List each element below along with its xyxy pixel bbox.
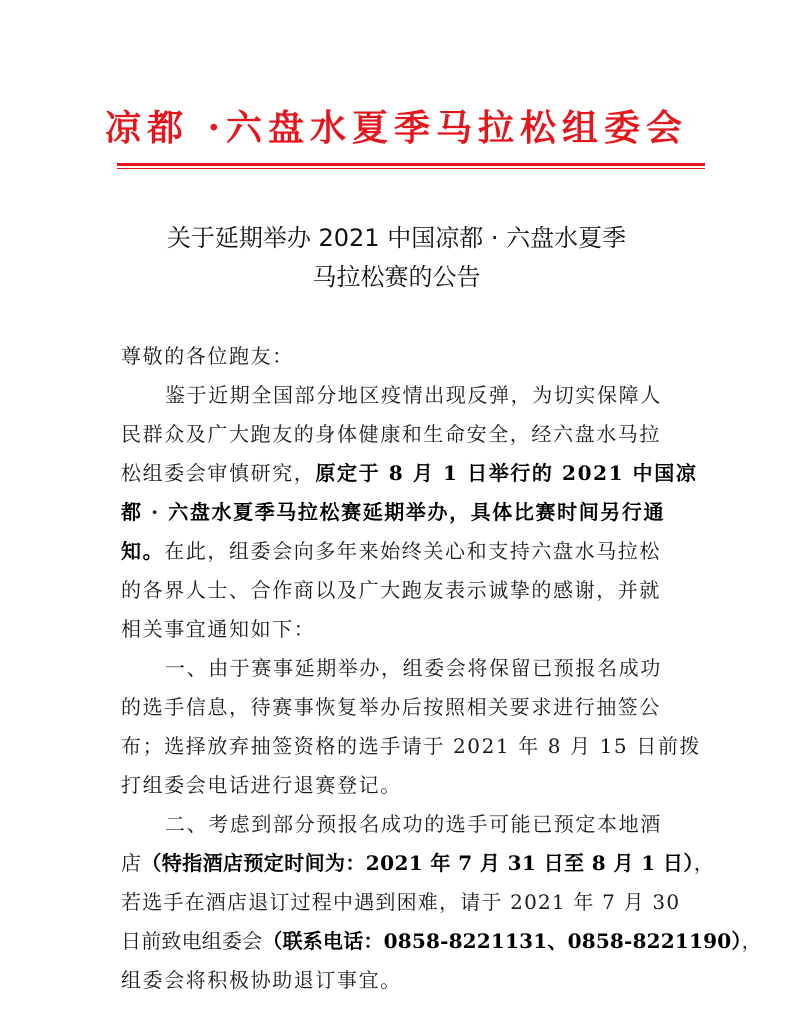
paragraph-3-line: 组委会将积极协助退订事宜。 (121, 968, 402, 992)
paragraph-3-line (121, 844, 715, 883)
paragraph-1-line: 的各界人士、合作商以及广大跑友表示诚挚的感谢，并就 (121, 578, 661, 602)
paragraph-1-text: 在此，组委会向多年来始终关心和支持六盘水马拉松 (164, 539, 662, 563)
letterhead-divider-thin (117, 168, 705, 169)
letterhead-divider-thick (117, 163, 705, 166)
document-title-line-1: 关于延期举办 2021 中国凉都 · 六盘水夏季 (166, 224, 627, 252)
document-body (121, 337, 762, 1000)
paragraph-3-text: ， (741, 929, 762, 953)
paragraph-1-bold-line: 都 · 六盘水夏季马拉松赛延期举办，具体比赛时间另行通 (121, 500, 666, 524)
document-title-line-2: 马拉松赛的公告 (312, 263, 481, 291)
paragraph-1-bold-text: 知。 (121, 539, 165, 563)
paragraph-3-text: 日前致电组委会 (121, 929, 263, 953)
paragraph-1-bold-text: 原定于 8 月 1 日举行的 2021 中国凉 (315, 461, 698, 485)
salutation: 尊敬的各位跑友： (121, 344, 294, 368)
paragraph-1-line (121, 454, 698, 493)
paragraph-1-line (121, 532, 691, 571)
paragraph-3-line: 二、考虑到部分预报名成功的选手可能已预定本地酒 (165, 812, 662, 836)
paragraph-3-bold-text: （联系电话：0858-8221131、0858-8221190） (262, 929, 742, 953)
paragraph-3 (121, 805, 762, 1000)
paragraph-3-bold-text: （特指酒店预定时间为：2021 年 7 月 31 日至 8 月 1 日） (141, 851, 694, 875)
paragraph-2-line: 布；选择放弃抽签资格的选手请于 2021 年 8 月 15 日前拨 (121, 734, 702, 758)
paragraph-1-text: 松组委会审慎研究， (121, 461, 316, 485)
paragraph-2-line: 打组委会电话进行退赛登记。 (121, 773, 402, 797)
paragraph-3-line: 若选手在酒店退订过程中遇到困难，请于 2021 年 7 月 30 (121, 890, 681, 914)
paragraph-2-line: 一、由于赛事延期举办，组委会将保留已预报名成功 (165, 656, 662, 680)
paragraph-2 (121, 649, 702, 805)
paragraph-3-text: 店 (121, 851, 142, 875)
paragraph-1-line: 鉴于近期全国部分地区疫情出现反弹，为切实保障人 (165, 383, 662, 407)
paragraph-1 (121, 376, 698, 649)
paragraph-3-line (121, 922, 762, 961)
letterhead-org-name: 凉都 ·六盘水夏季马拉松组委会 (104, 107, 689, 149)
paragraph-1-line: 相关事宜通知如下： (121, 617, 316, 641)
paragraph-3-text: ， (693, 851, 715, 875)
paragraph-2-line: 的选手信息，待赛事恢复举办后按照相关要求进行抽签公 (121, 695, 661, 719)
paragraph-1-line: 民群众及广大跑友的身体健康和生命安全，经六盘水马拉 (121, 422, 661, 446)
